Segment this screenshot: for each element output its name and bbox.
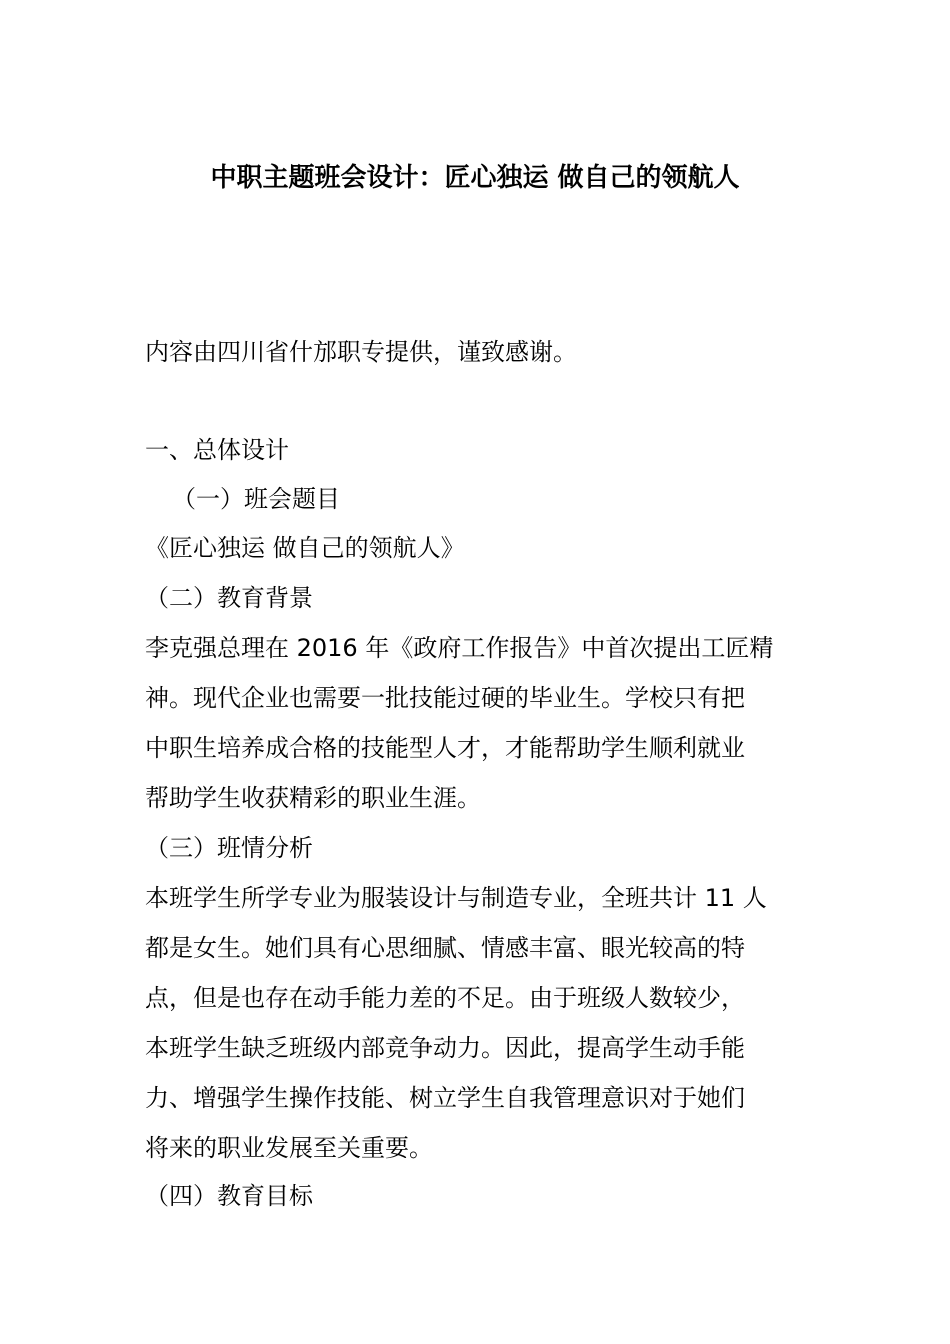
subheading-education-goals: （四）教育目标 (145, 1182, 313, 1210)
paragraph-line: 帮助学生收获精彩的职业生涯。 (145, 784, 481, 812)
paragraph-line: 本班学生所学专业为服装设计与制造专业，全班共计 11 人 (145, 884, 767, 912)
document-title: 中职主题班会设计：匠心独运 做自己的领航人 (210, 163, 740, 193)
subheading-class-analysis: （三）班情分析 (145, 834, 313, 862)
paragraph-line: 点，但是也存在动手能力差的不足。由于班级人数较少， (145, 984, 745, 1012)
subheading-meeting-topic: （一）班会题目 (172, 485, 340, 513)
paragraph-line: 力、增强学生操作技能、树立学生自我管理意识对于她们 (145, 1084, 745, 1112)
paragraph-line: 中职生培养成合格的技能型人才，才能帮助学生顺利就业 (145, 734, 745, 762)
education-background-paragraph (145, 623, 815, 823)
credit-line: 内容由四川省什邡职专提供，谨致感谢。 (145, 338, 577, 366)
paragraph-line: 本班学生缺乏班级内部竞争动力。因此，提高学生动手能 (145, 1034, 745, 1062)
paragraph-line: 都是女生。她们具有心思细腻、情感丰富、眼光较高的特 (145, 934, 745, 962)
paragraph-line: 李克强总理在 2016 年《政府工作报告》中首次提出工匠精 (145, 634, 774, 662)
paragraph-line: 将来的职业发展至关重要。 (145, 1134, 433, 1162)
section-heading-overall-design: 一、总体设计 (145, 436, 289, 464)
meeting-topic-text: 《匠心独运 做自己的领航人》 (145, 534, 465, 562)
class-analysis-paragraph (145, 873, 815, 1173)
subheading-education-background: （二）教育背景 (145, 584, 313, 612)
paragraph-line: 神。现代企业也需要一批技能过硬的毕业生。学校只有把 (145, 684, 745, 712)
